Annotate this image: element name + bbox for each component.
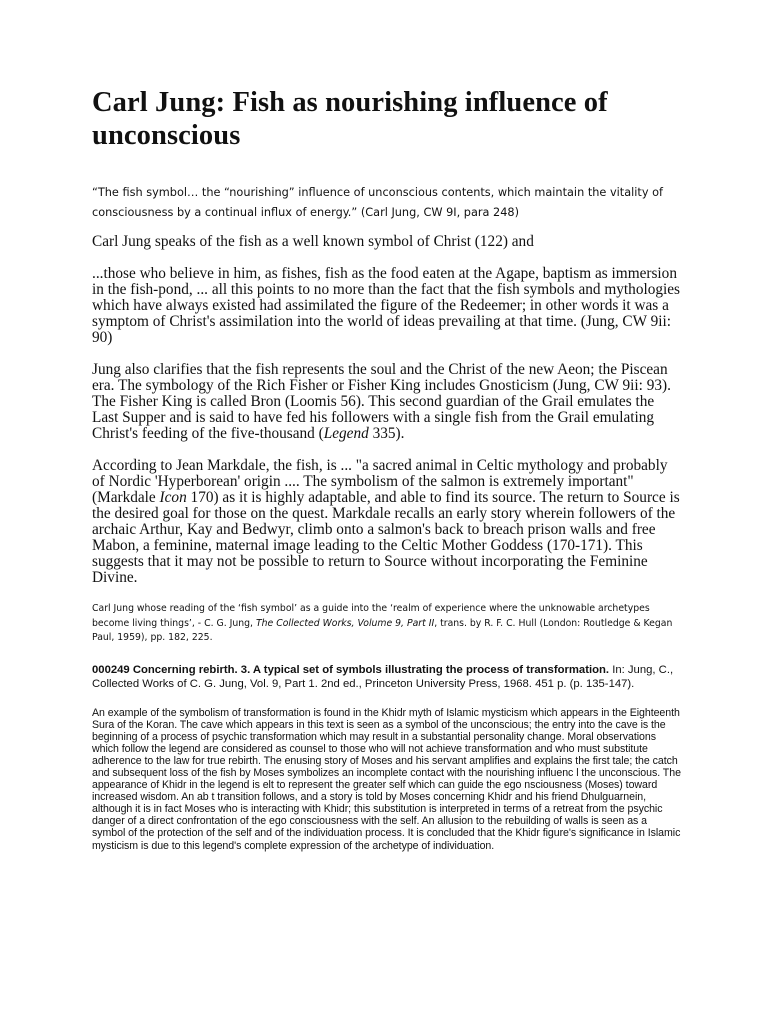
paragraph-markdale-text: According to Jean Markdale, the fish, is ... "a sacred animal in Celtic mythology and probably of Nordic 'Hyperborean' origin .... The symbolism of the salmon is extremely important" (Markdale (92, 457, 668, 506)
paragraph-fisher-king-text: Jung also clarifies that the fish represents the soul and the Christ of the new Aeon; the Piscean era. The symbology of the Rich Fisher or Fisher King includes Gnosticism (Jung, CW 9ii: 93). The Fisher King is called Bron (Loomis 56). This second guardian of the Grail emulates the Last Supper and is said to have fed his followers with a single fish from the Grail emulating Christ's feeding of the five-thousand ( (92, 361, 671, 442)
paragraph-markdale (92, 458, 682, 586)
abstract-body: An example of the symbolism of transformation is found in the Khidr myth of Islamic mysticism which appears in the Eighteenth Sura of the Koran. The cave which appears in this text is seen as a symbol of the unconscious; the entry into the cave is the beginning of a process of psychic transformation which may result in a substantial personality change. Moral observations which follow the legend are considered as counsel to those who will not achieve transformation and who must substitute adherence to the law for true rebirth. The enusing story of Moses and his servant amplifies and explains the first tale; the catch and subsequent loss of the fish by Moses symbolizes an incomplete contact with the nourishing influenc l the unconscious. The appearance of Khidr in the legend is elt to represent the greater self which can guide the ego nsciousness (Moses) toward increased wisdom. An ab t transition follows, and a story is told by Moses concerning Khidr and his friend Dhulguarnein, although it is in fact Moses who is interacting with Khidr; this substitution is interpreted in terms of a retreat from the psychic danger of a direct confrontation of the ego consciousness with the self. An allusion to the rebuilding of walls is seen as a symbol of the protection of the self and of the individuation process. It is concluded that the Khidr figure's significance in Islamic mysticism is due to this legend's complete expression of the archetype of individuation. (92, 706, 681, 852)
epigraph-quote: “The fish symbol… the “nourishing” influence of unconscious contents, which maintain the vitality of consciousness by a continual influx of energy.” (Carl Jung, CW 9I, para 248) (92, 186, 663, 219)
caption-publication: , trans. by R. F. C. Hull (London: Routledge & Kegan Paul, 1959), pp. 182, 225. (92, 617, 673, 643)
paragraph-markdale-end: 170) as it is highly adaptable, and able to find its source. The return to Source is the desired goal for those on the quest. Markdale recalls an early story wherein followers of the archaic Arthur, Kay and Bedwyr, climb onto a salmon's back to breach prison walls and free Mabon, a feminine, maternal image leading to the Celtic Mother Goddess (170-171). This suggests that it may not be possible to return to Source without incorporating the Feminine Divine. (92, 489, 680, 586)
abstract-source: In: Jung, C., Collected Works of C. G. Jung, Vol. 9, Part 1. 2nd ed., Princeton University Press, 1968. 451 p. (p. 135-147). (92, 663, 674, 690)
abstract-citation (92, 663, 682, 691)
paragraph-fisher-king (92, 362, 682, 442)
abstract-title: 000249 Concerning rebirth. 3. A typical set of symbols illustrating the process of transformation. (92, 663, 610, 676)
caption-text: Carl Jung whose reading of the ‘fish symbol’ as a guide into the ‘realm of experience where the unknowable archetypes become living things’, - C. G. Jung, (92, 603, 650, 629)
document-page (92, 86, 682, 852)
paragraph-fisher-king-end: 335). (368, 425, 405, 442)
paragraph-intro: Carl Jung speaks of the fish as a well known symbol of Christ (122) and (92, 233, 534, 250)
paragraph-quotation: ...those who believe in him, as fishes, fish as the food eaten at the Agape, baptism as immersion in the fish-pond, ... all this points to no more than the fact that the fish symbols and mythologies which have always existed had assimilated the figure of the Redeemer; in other words it was a symptom of Christ's assimilation into the world of ideas prevailing at that time. (Jung, CW 9ii: 90) (92, 265, 681, 346)
icon-citation: Icon (159, 489, 187, 506)
reference-caption (92, 602, 682, 646)
legend-citation: Legend (323, 425, 369, 442)
caption-book-title: The Collected Works, Volume 9, Part II (255, 617, 435, 629)
page-title: Carl Jung: Fish as nourishing influence of unconscious (92, 87, 608, 151)
